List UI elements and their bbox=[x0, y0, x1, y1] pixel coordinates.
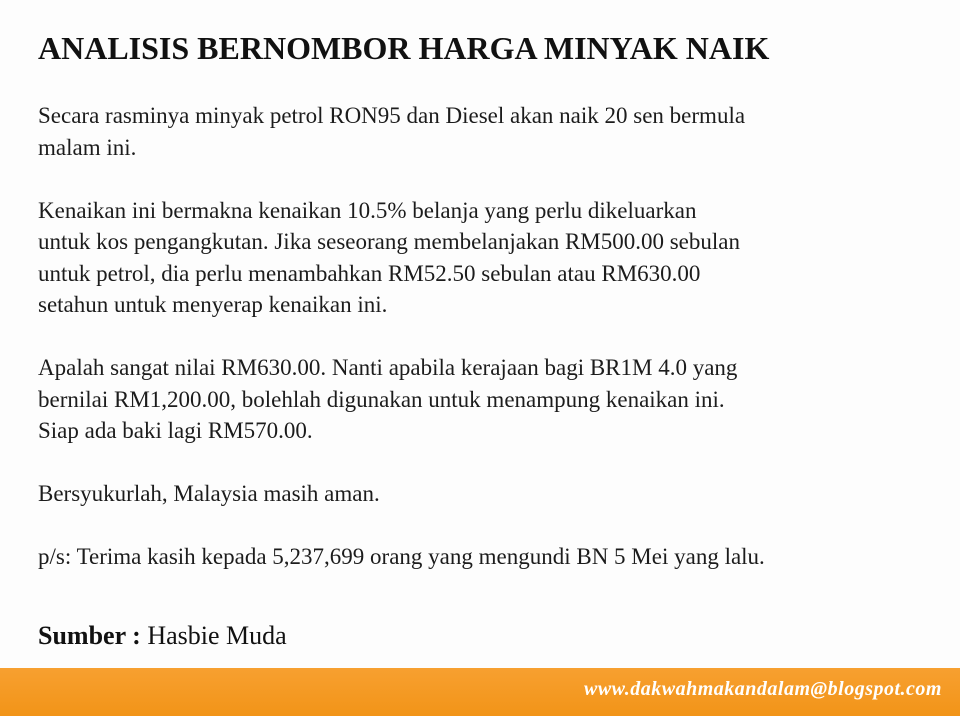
paragraph-line: malam ini. bbox=[38, 134, 137, 160]
paragraph-line: untuk petrol, dia perlu menambahkan RM52.50 sebulan atau RM630.00 bbox=[38, 260, 701, 286]
footer-url-watermark: www.dakwahmakandalam@blogspot.com bbox=[583, 678, 942, 700]
paragraph-2 bbox=[38, 195, 928, 321]
source-credit bbox=[38, 618, 287, 654]
paragraph-1 bbox=[38, 100, 928, 163]
paragraph-line: p/s: Terima kasih kepada 5,237,699 orang yang mengundi BN 5 Mei yang lalu. bbox=[38, 544, 765, 569]
paragraph-line: bernilai RM1,200.00, bolehlah digunakan untuk menampung kenaikan ini. bbox=[38, 386, 725, 412]
paragraph-3 bbox=[38, 352, 928, 447]
source-name: Hasbie Muda bbox=[147, 621, 287, 650]
paragraph-line: Siap ada baki lagi RM570.00. bbox=[38, 418, 313, 443]
paragraph-line: Apalah sangat nilai RM630.00. Nanti apabila kerajaan bagi BR1M 4.0 yang bbox=[38, 355, 738, 380]
document-body bbox=[38, 100, 928, 604]
paragraph-line: Bersyukurlah, Malaysia masih aman. bbox=[38, 481, 380, 506]
paragraph-line: Secara rasminya minyak petrol RON95 dan Diesel akan naik 20 sen bermula bbox=[38, 103, 746, 128]
paragraph-4 bbox=[38, 478, 928, 510]
paragraph-line: untuk kos pengangkutan. Jika seseorang membelanjakan RM500.00 sebulan bbox=[38, 229, 740, 254]
footer-bar bbox=[0, 668, 960, 716]
paragraph-5-postscript bbox=[38, 541, 928, 573]
document-title: ANALISIS BERNOMBOR HARGA MINYAK NAIK bbox=[38, 30, 770, 66]
paragraph-line: Kenaikan ini bermakna kenaikan 10.5% belanja yang perlu dikeluarkan bbox=[38, 197, 697, 223]
source-label: Sumber : bbox=[38, 621, 141, 650]
paragraph-line: setahun untuk menyerap kenaikan ini. bbox=[38, 292, 388, 317]
